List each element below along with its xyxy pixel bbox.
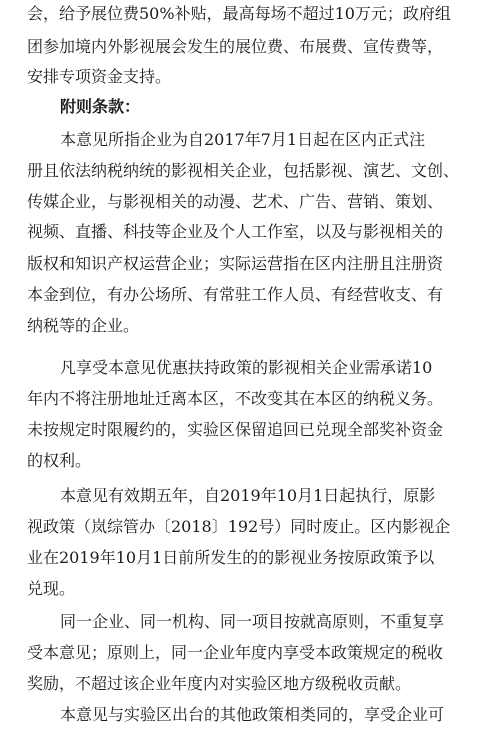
text-line: 本意见有效期五年，自2019年10月1日起执行，原影	[60, 486, 436, 505]
text-line: 凡享受本意见优惠扶持政策的影视相关企业需承诺10	[60, 358, 433, 377]
text-line: 同一企业、同一机构、同一项目按就高原则，不重复享	[60, 612, 445, 631]
text-line: 版权和知识产权运营企业；实际运营指在区内注册且注册资	[27, 254, 444, 273]
text-line: 本意见所指企业为自2017年7月1日起在区内正式注	[60, 130, 426, 149]
text-line: 本意见与实验区出台的其他政策相类同的，享受企业可	[60, 705, 445, 724]
text-line: 视频、直播、科技等企业及个人工作室，以及与影视相关的	[27, 222, 444, 241]
text-line: 的权利。	[27, 451, 92, 470]
text-line: 视政策（岚综管办〔2018〕192号）同时废止。区内影视企	[27, 517, 451, 536]
text-line: 未按规定时限履约的，实验区保留追回已兑现全部奖补资金	[27, 420, 444, 439]
text-line: 会，给予展位费50%补贴，最高每场不超过10万元；政府组	[27, 4, 451, 23]
text-line: 本金到位，有办公场所、有常驻工作人员、有经营收支、有	[27, 285, 444, 304]
text-line: 纳税等的企业。	[27, 316, 140, 335]
text-line: 安排专项资金支持。	[27, 67, 172, 86]
text-line: 业在2019年10月1日前所发生的的影视业务按原政策予以	[27, 548, 435, 567]
section-heading: 附则条款：	[60, 97, 141, 116]
text-line: 团参加境内外影视展会发生的展位费、布展费、宣传费等，	[27, 37, 444, 56]
text-line: 受本意见；原则上，同一企业年度内享受本政策规定的税收	[27, 643, 444, 662]
text-line: 奖励，不超过该企业年度内对实验区地方级税收贡献。	[27, 674, 412, 693]
text-line: 兑现。	[27, 579, 76, 598]
text-line: 年内不将注册地址迁离本区，不改变其在本区的纳税义务。	[27, 389, 444, 408]
text-line: 传媒企业，与影视相关的动漫、艺术、广告、营销、策划、	[27, 192, 444, 211]
text-line: 册且依法纳税纳统的影视相关企业，包括影视、演艺、文创、	[27, 161, 460, 180]
